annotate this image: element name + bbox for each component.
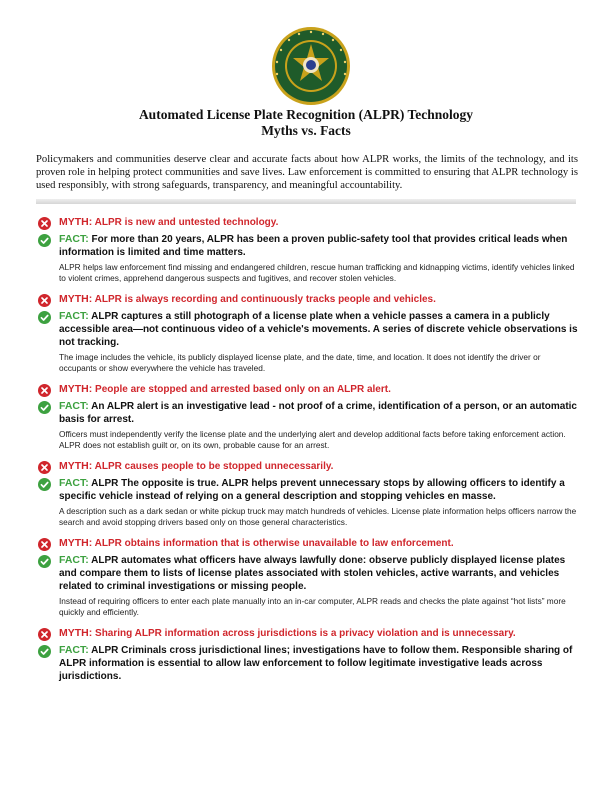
fact-label: FACT: — [59, 644, 89, 656]
fact-statement — [59, 400, 578, 426]
myth-row — [38, 537, 578, 551]
myth-text: ALPR causes people to be stopped unnecessarily. — [94, 461, 334, 472]
myth-row — [38, 627, 578, 641]
check-circle-icon — [38, 311, 51, 324]
fact-row — [38, 477, 578, 503]
myth-row — [38, 460, 578, 474]
myth-fact-section — [38, 537, 578, 618]
check-circle-icon — [38, 401, 51, 414]
myth-text: ALPR obtains information that is otherwise unavailable to law enforcement. — [94, 538, 454, 549]
sheriffs-seal — [271, 26, 351, 106]
seal-graphic — [271, 26, 351, 106]
fact-detail: ALPR helps law enforcement find missing and endangered children, rescue human trafficking and kidnapping victims, identify vehicles linked to violent crimes, apprehend dangerous suspects and fugitives, and recover stolen vehicles. — [59, 262, 575, 283]
fact-detail: Officers must independently verify the license plate and the underlying alert and develop additional facts before taking enforcement action. ALPR does not establish guilt or, on its own, probable cause for an arrest. — [59, 429, 566, 450]
myth-fact-section — [38, 627, 578, 683]
fact-row — [38, 233, 578, 259]
check-circle-icon — [38, 478, 51, 491]
check-circle-icon — [38, 555, 51, 568]
myth-text: Sharing ALPR information across jurisdictions is a privacy violation and is unnecessary. — [95, 628, 516, 639]
fact-detail: A description such as a dark sedan or white pickup truck may match hundreds of vehicles. License plate information helps officers narrow the search and avoid stopping drivers based only on those general characteristics. — [59, 506, 577, 527]
fact-label: FACT: — [59, 477, 89, 489]
myth-text: People are stopped and arrested based only on an ALPR alert. — [95, 384, 391, 395]
x-circle-icon — [38, 294, 51, 307]
myth-label: MYTH: — [59, 383, 93, 395]
fact-text: ALPR The opposite is true. ALPR helps prevent unnecessary stops by allowing officers to identify a specific vehicle instead of relying on a general description and stopping vehicles en masse. — [59, 478, 565, 502]
fact-row — [38, 644, 578, 683]
fact-label: FACT: — [59, 310, 89, 322]
fact-row — [38, 400, 578, 426]
myth-row — [38, 293, 578, 307]
myth-row — [38, 383, 578, 397]
myth-fact-section — [38, 293, 578, 374]
myth-label: MYTH: — [59, 460, 93, 472]
document-subtitle: Myths vs. Facts — [261, 123, 351, 138]
check-circle-icon — [38, 234, 51, 247]
fact-statement — [59, 477, 578, 503]
fact-label: FACT: — [59, 400, 89, 412]
myth-fact-section — [38, 383, 578, 451]
x-circle-icon — [38, 628, 51, 641]
section-divider — [36, 199, 576, 204]
x-circle-icon — [38, 538, 51, 551]
fact-row — [38, 310, 578, 349]
myth-fact-list — [38, 216, 578, 692]
fact-text: For more than 20 years, ALPR has been a proven public-safety tool that provides critical leads when information is limited and time matters. — [59, 234, 568, 258]
x-circle-icon — [38, 384, 51, 397]
myth-label: MYTH: — [59, 627, 93, 639]
myth-statement — [59, 383, 391, 396]
fact-label: FACT: — [59, 233, 89, 245]
fact-text: ALPR captures a still photograph of a license plate when a vehicle passes a camera in a publicly accessible area—not continuous video of a vehicle's movements. A series of discrete vehicle observations is not tracking. — [59, 311, 578, 348]
document-title: Automated License Plate Recognition (ALPR) Technology — [138, 107, 474, 122]
myth-text: ALPR is new and untested technology. — [94, 217, 279, 228]
fact-text: ALPR automates what officers have always lawfully done: observe publicly displayed license plates and compare them to lists of license plates associated with stolen vehicles, active warrants, and vehicles related to criminal investigations or missing people. — [59, 555, 566, 592]
myth-statement — [59, 293, 436, 306]
myth-text: ALPR is always recording and continuously tracks people and vehicles. — [94, 294, 436, 305]
fact-text: ALPR Criminals cross jurisdictional lines; investigations have to follow them. Responsible sharing of ALPR information is essential to allow law enforcement to follow legitimate investigative leads across jurisdictions. — [59, 645, 573, 682]
myth-label: MYTH: — [59, 537, 93, 549]
x-circle-icon — [38, 461, 51, 474]
myth-statement — [59, 460, 333, 473]
fact-detail: The image includes the vehicle, its publicly displayed license plate, and the date, time, and location. It does not identify the driver or occupants or show everywhere the vehicle has traveled. — [59, 352, 541, 373]
fact-statement — [59, 310, 578, 349]
fact-statement — [59, 554, 578, 593]
myth-fact-section — [38, 216, 578, 284]
intro-paragraph: Policymakers and communities deserve clear and accurate facts about how ALPR works, the limits of the technology, and its proven role in helping protect communities and save lives. Law enforcement is committed to ensuring that ALPR technology is used responsibly, with strong safeguards, transparency, and meaningful accountability. — [36, 154, 578, 191]
fact-detail: Instead of requiring officers to enter each plate manually into an in-car computer, ALPR reads and checks the plate against “hot lists” more quickly and efficiently. — [59, 596, 566, 617]
fact-text: An ALPR alert is an investigative lead - not proof of a crime, identification of a person, or an automatic basis for arrest. — [59, 401, 577, 425]
fact-label: FACT: — [59, 554, 89, 566]
fact-statement — [59, 233, 578, 259]
check-circle-icon — [38, 645, 51, 658]
fact-row — [38, 554, 578, 593]
myth-label: MYTH: — [59, 216, 93, 228]
myth-label: MYTH: — [59, 293, 93, 305]
fact-statement — [59, 644, 578, 683]
myth-statement — [59, 537, 454, 550]
myth-statement — [59, 216, 278, 229]
myth-statement — [59, 627, 516, 640]
myth-row — [38, 216, 578, 230]
myth-fact-section — [38, 460, 578, 528]
x-circle-icon — [38, 217, 51, 230]
